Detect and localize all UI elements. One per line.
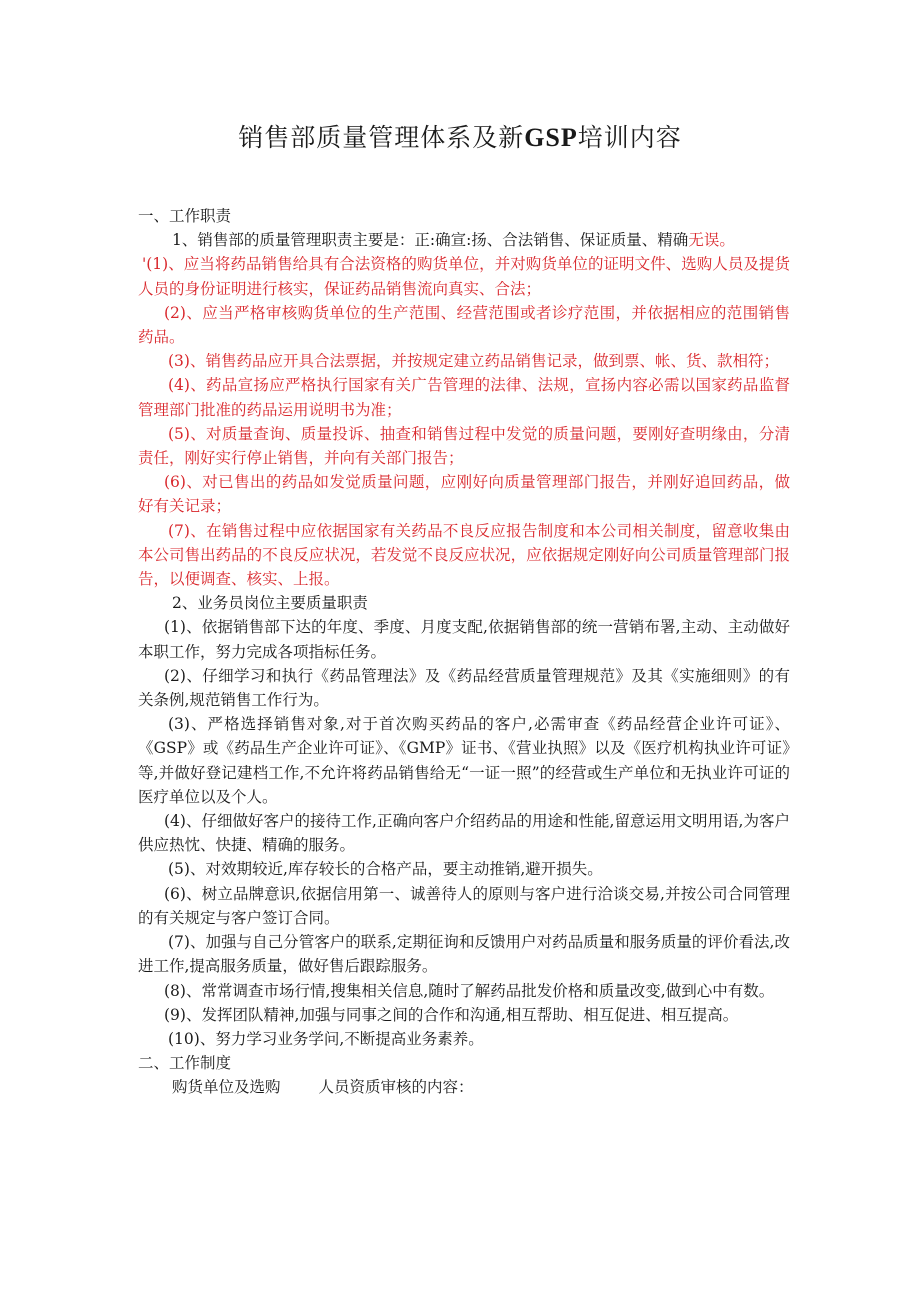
- staff-duty-item: (9)、发挥团队精神,加强与同事之间的合作和沟通,相互帮助、相互促进、相互提高。: [164, 1005, 739, 1024]
- staff-duty-item: (2)、仔细学习和执行《药品管理法》及《药品经营质量管理规范》及其《实施细则》的有关条例,规范销售工作行为。: [138, 666, 790, 710]
- staff-duty-item: (7)、加强与自己分管客户的联系,定期征询和反馈用户对药品质量和服务质量的评价看法,改进工作,提高服务质量，做好售后跟踪服务。: [138, 933, 790, 976]
- review-content-line: [138, 1075, 790, 1099]
- dept-duty-item: '(1)、应当将药品销售给具有合法资格的购货单位，并对购货单位的证明文件、选购人员及提货人员的身份证明进行核实，保证药品销售流向真实、合法；: [138, 255, 790, 298]
- staff-duty-item: (5)、对效期较近,库存较长的合格产品，要主动推销,避开损失。: [168, 860, 603, 879]
- page-title: [0, 122, 920, 154]
- title-prefix: 销售部质量管理体系及新: [238, 123, 525, 152]
- staff-duty-item: (3)、严格选择销售对象,对于首次购买药品的客户,必需审查《药品经营企业许可证》、《GSP》或《药品生产企业许可证》、《GMP》证书、《营业执照》以及《医疗机构执业许可证》等,并做好登记建档工作,不允许将药品销售给无“一证一照”的经营或生产单位和无执业许可证的医疗单位以及个人。: [138, 715, 791, 806]
- staff-duty-heading: 2、业务员岗位主要质量职责: [172, 594, 368, 613]
- section-heading-duties: 一、工作职责: [138, 207, 232, 225]
- dept-duty-item: (5)、对质量查询、质量投诉、抽查和销售过程中发觉的质量问题，要刚好查明缘由，分清责任，刚好实行停止销售，并向有关部门报告；: [138, 424, 790, 468]
- dept-duty-heading-red: 无误。: [688, 231, 735, 250]
- dept-duty-heading-text: 1、销售部的质量管理职责主要是：正:确宣:扬、合法销售、保证质量、精确: [172, 231, 689, 250]
- review-line-part-b: 人员资质审核的内容：: [318, 1078, 474, 1097]
- staff-duty-item: (1)、依据销售部下达的年度、季度、月度支配,依据销售部的统一营销布署,主动、主动做好本职工作，努力完成各项指标任务。: [138, 618, 790, 661]
- staff-duty-item: (4)、仔细做好客户的接待工作,正确向客户介绍药品的用途和性能,留意运用文明用语,为客户供应热忱、快捷、精确的服务。: [138, 812, 790, 855]
- staff-duty-item: (6)、树立品牌意识,依据信用第一、诚善待人的原则与客户进行洽谈交易,并按公司合同管理的有关规定与客户签订合同。: [138, 884, 790, 927]
- section-heading-system: 二、工作制度: [138, 1054, 232, 1073]
- document-body: [138, 204, 790, 1100]
- dept-duty-item: (4)、药品宣扬应严格执行国家有关广告管理的法律、法规，宣扬内容必需以国家药品监督管理部门批准的药品运用说明书为准；: [138, 376, 790, 419]
- title-suffix: 培训内容: [577, 123, 682, 152]
- dept-duty-item: (7)、在销售过程中应依据国家有关药品不良反应报告制度和本公司相关制度，留意收集由本公司售出药品的不良反应状况，若发觉不良反应状况，应依据规定刚好向公司质量管理部门报告，以便调查、核实、上报。: [138, 521, 790, 589]
- review-line-part-a: 购货单位及选购: [172, 1078, 281, 1097]
- title-gsp: GSP: [524, 123, 578, 152]
- staff-duty-item: (8)、常常调查市场行情,搜集相关信息,随时了解药品批发价格和质量改变,做到心中有数。: [164, 981, 775, 1000]
- dept-duty-heading: [138, 228, 790, 252]
- dept-duty-item: (3)、销售药品应开具合法票据，并按规定建立药品销售记录，做到票、帐、货、款相符；: [168, 352, 779, 371]
- dept-duty-item: (6)、对已售出的药品如发觉质量问题，应刚好向质量管理部门报告，并刚好追回药品，做好有关记录；: [138, 473, 790, 516]
- staff-duty-item: (10)、努力学习业务学问,不断提高业务素养。: [168, 1029, 484, 1048]
- dept-duty-item: (2)、应当严格审核购货单位的生产范围、经营范围或者诊疗范围，并依据相应的范围销售药品。: [138, 303, 790, 347]
